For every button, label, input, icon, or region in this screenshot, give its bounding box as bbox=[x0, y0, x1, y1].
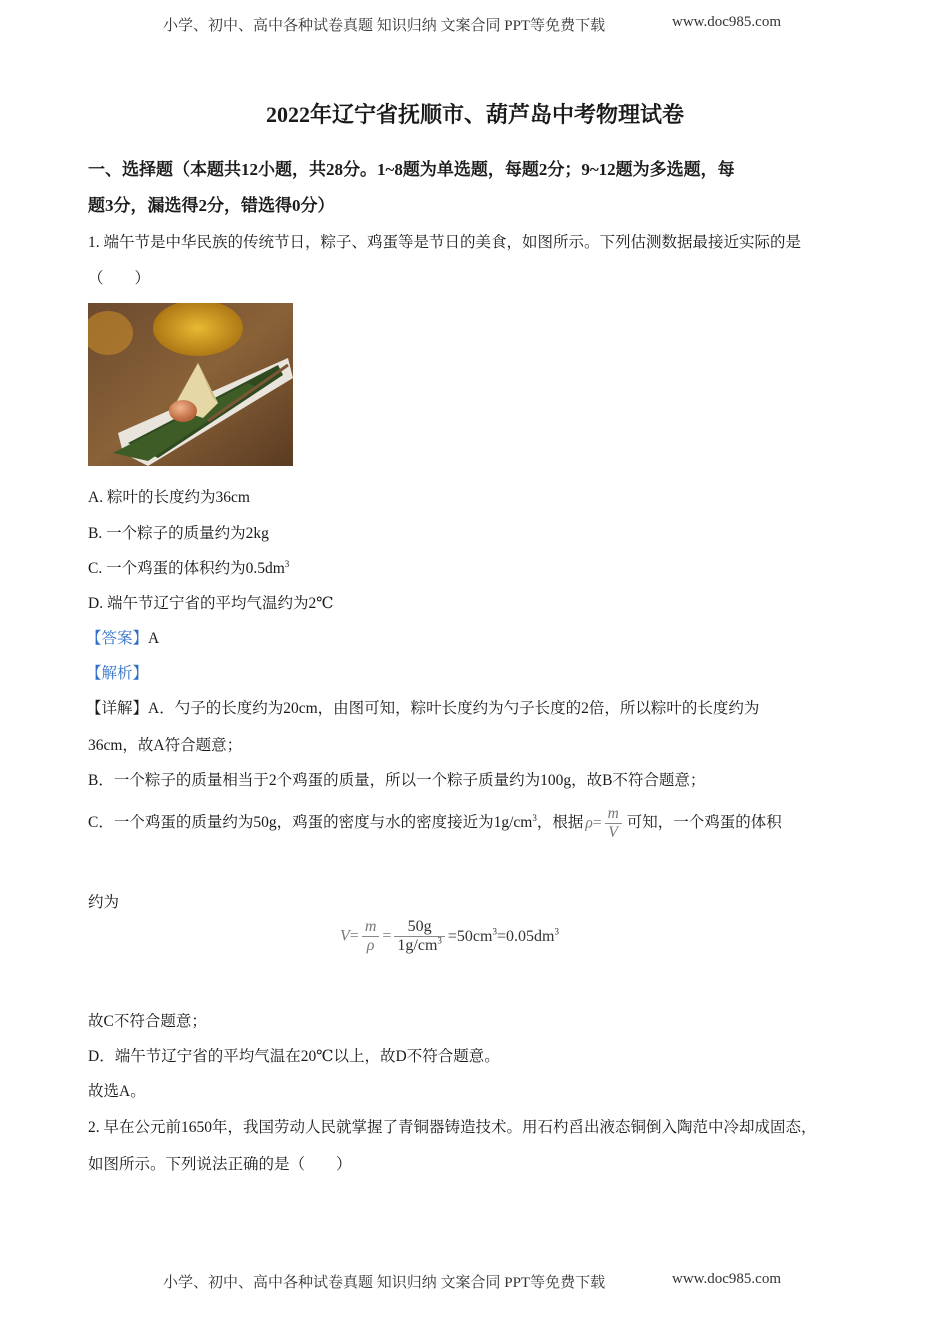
section-heading-line2: 题3分，漏选得2分，错选得0分） bbox=[88, 196, 335, 215]
density-formula: ρ= $\frac{m}{V}$ bbox=[585, 803, 624, 843]
detail-label: 【详解】 bbox=[86, 700, 149, 717]
detail-b: B．一个粽子的质量相当于2个鸡蛋的质量，所以一个粽子质量约为100g，故B不符合题意； bbox=[88, 772, 706, 789]
answer-value: A bbox=[148, 630, 160, 647]
q2-stem-line1: 2. 早在公元前1650年，我国劳动人民就掌握了青铜器铸造技术。用石杓舀出液态铜倒入陶范中冷却成固态， bbox=[88, 1119, 817, 1136]
header-text: 小学、初中、高中各种试卷真题 知识归纳 文案合同 PPT等免费下载 bbox=[163, 18, 606, 34]
q1-option-d: D. 端午节辽宁省的平均气温约为2℃ bbox=[88, 595, 334, 612]
answer-label: 【答案】 bbox=[86, 630, 149, 647]
footer-text: 小学、初中、高中各种试卷真题 知识归纳 文案合同 PPT等免费下载 bbox=[163, 1275, 606, 1291]
q1-stem-line1: 1. 端午节是中华民族的传统节日，粽子、鸡蛋等是节日的美食，如图所示。下列估测数据最接近实际的是 bbox=[88, 234, 802, 251]
conclusion: 故选A。 bbox=[88, 1083, 146, 1100]
q2-stem-line2: 如图所示。下列说法正确的是（ ） bbox=[88, 1156, 352, 1173]
detail-a-line2: 36cm，故A符合题意； bbox=[88, 737, 243, 754]
detail-c-line1: C．一个鸡蛋的质量约为50g，鸡蛋的密度与水的密度接近为$1g/cm^3$，根据 ρ= $\frac{m}{V}$ 可知，一个鸡蛋的体积 bbox=[88, 803, 782, 844]
detail-c-line2: 约为 bbox=[88, 894, 120, 911]
section-heading-line1: 一、选择题（本题共12小题，共28分。1~8题为单选题，每题2分；9~12题为多选题，每 bbox=[88, 160, 735, 179]
volume-formula: V= $\frac{m}{\rho}$ = $\frac{50g}{1g/cm^3}$ $=50cm^3=0.05dm^3$ bbox=[340, 918, 559, 954]
q1-option-b: B. 一个粽子的质量约为2kg bbox=[88, 525, 269, 542]
header-link[interactable]: www.doc985.com bbox=[672, 14, 782, 30]
q1-option-a: A. 粽叶的长度约为36cm bbox=[88, 489, 250, 506]
q1-option-c: C. 一个鸡蛋的体积约为$0.5dm^3$ bbox=[88, 558, 290, 577]
footer-link[interactable]: www.doc985.com bbox=[672, 1271, 782, 1287]
detail-c-end: 故C不符合题意； bbox=[88, 1013, 207, 1030]
q1-stem-line2: （ ） bbox=[88, 270, 151, 287]
detail-a-line1: 【详解】A．勺子的长度约为20cm，由图可知，粽叶长度约为勺子长度的2倍，所以粽叶的长度约为 bbox=[86, 700, 760, 717]
q1-answer bbox=[86, 626, 159, 648]
analysis-label: 【解析】 bbox=[86, 665, 149, 682]
detail-d: D．端午节辽宁省的平均气温在20℃以上，故D不符合题意。 bbox=[88, 1048, 500, 1065]
zongzi-egg-photo bbox=[88, 303, 293, 466]
page-title: 2022年辽宁省抚顺市、葫芦岛中考物理试卷 bbox=[265, 102, 684, 127]
